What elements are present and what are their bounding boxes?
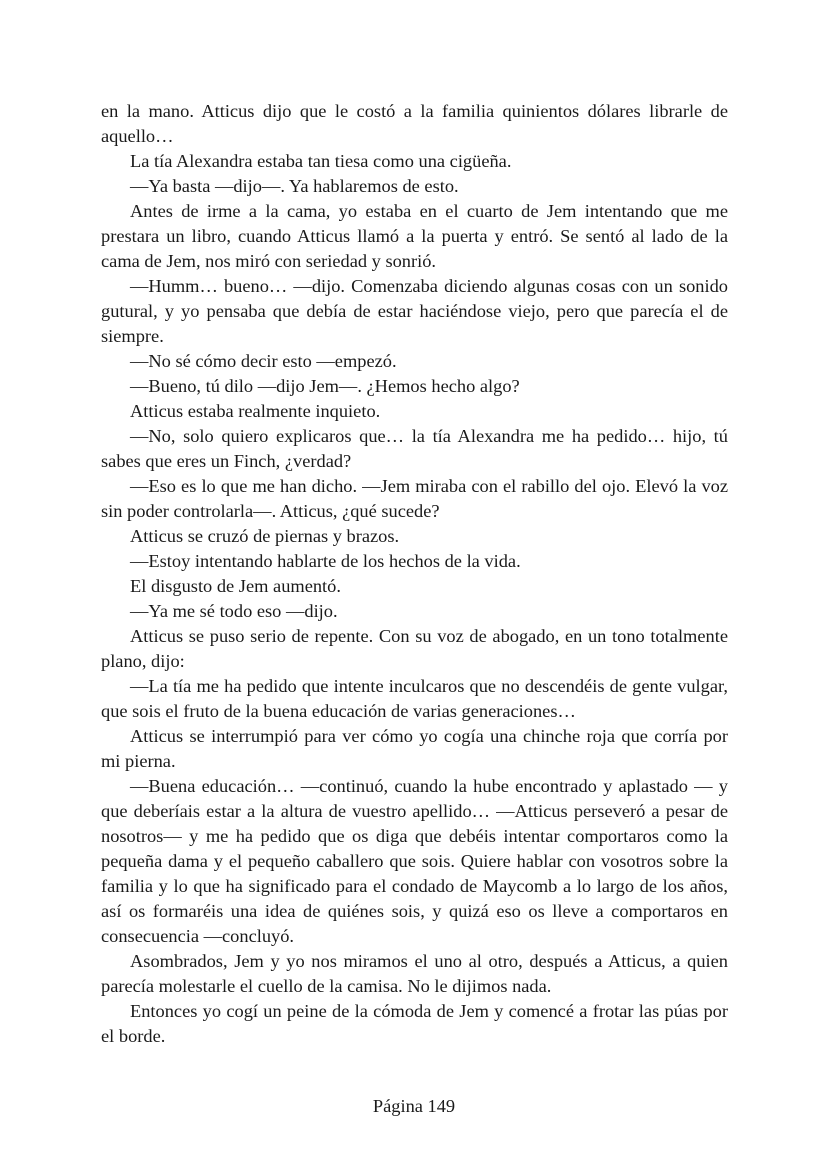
paragraph: Atticus se puso serio de repente. Con su voz de abogado, en un tono totalmente plano, dijo: — [101, 626, 728, 671]
paragraph: —La tía me ha pedido que intente inculcaros que no descendéis de gente vulgar, que sois el fruto de la buena educación de varias generaciones… — [101, 676, 728, 721]
paragraph: Antes de irme a la cama, yo estaba en el cuarto de Jem intentando que me prestara un libro, cuando Atticus llamó a la puerta y entró. Se sentó al lado de la cama de Jem, nos miró con seriedad y sonrió. — [101, 201, 728, 271]
paragraph: Entonces yo cogí un peine de la cómoda de Jem y comencé a frotar las púas por el borde. — [101, 1001, 728, 1046]
paragraph: Atticus se cruzó de piernas y brazos. — [130, 526, 400, 546]
paragraph: —Humm… bueno… —dijo. Comenzaba diciendo algunas cosas con un sonido gutural, y yo pensaba que debía de estar haciéndose viejo, pero que parecía el de siempre. — [101, 276, 728, 346]
paragraph: Asombrados, Jem y yo nos miramos el uno al otro, después a Atticus, a quien parecía molestarle el cuello de la camisa. No le dijimos nada. — [101, 951, 728, 996]
paragraph: Atticus estaba realmente inquieto. — [130, 401, 381, 421]
paragraph-continuation: en la mano. Atticus dijo que le costó a la familia quinientos dólares librarle de aquello… — [101, 101, 728, 146]
paragraph: —Ya basta —dijo—. Ya hablaremos de esto. — [130, 176, 459, 196]
paragraph: —No sé cómo decir esto —empezó. — [130, 351, 397, 371]
paragraph: —Bueno, tú dilo —dijo Jem—. ¿Hemos hecho algo? — [130, 376, 520, 396]
paragraph: El disgusto de Jem aumentó. — [130, 576, 341, 596]
paragraph: —Ya me sé todo eso —dijo. — [130, 601, 338, 621]
paragraph: La tía Alexandra estaba tan tiesa como una cigüeña. — [130, 151, 512, 171]
paragraph: —No, solo quiero explicaros que… la tía Alexandra me ha pedido… hijo, tú sabes que eres un Finch, ¿verdad? — [101, 426, 728, 471]
paragraph: Atticus se interrumpió para ver cómo yo cogía una chinche roja que corría por mi pierna. — [101, 726, 728, 771]
paragraph: —Estoy intentando hablarte de los hechos de la vida. — [130, 551, 521, 571]
paragraph: —Eso es lo que me han dicho. —Jem miraba con el rabillo del ojo. Elevó la voz sin poder controlarla—. Atticus, ¿qué sucede? — [101, 476, 728, 521]
page-body — [101, 99, 728, 1049]
page-number: Página 149 — [372, 1096, 456, 1116]
paragraph: —Buena educación… —continuó, cuando la hube encontrado y aplastado — y que deberíais estar a la altura de vuestro apellido… —Atticus perseveró a pesar de nosotros— y me ha pedido que os diga que debéis intentar comportaros como la pequeña dama y el pequeño caballero que sois. Quiere hablar con vosotros sobre la familia y lo que ha significado para el condado de Maycomb a lo largo de los años, así os formaréis una idea de quiénes sois, y quizá eso os lleve a comportaros en consecuencia —concluyó. — [101, 776, 728, 946]
